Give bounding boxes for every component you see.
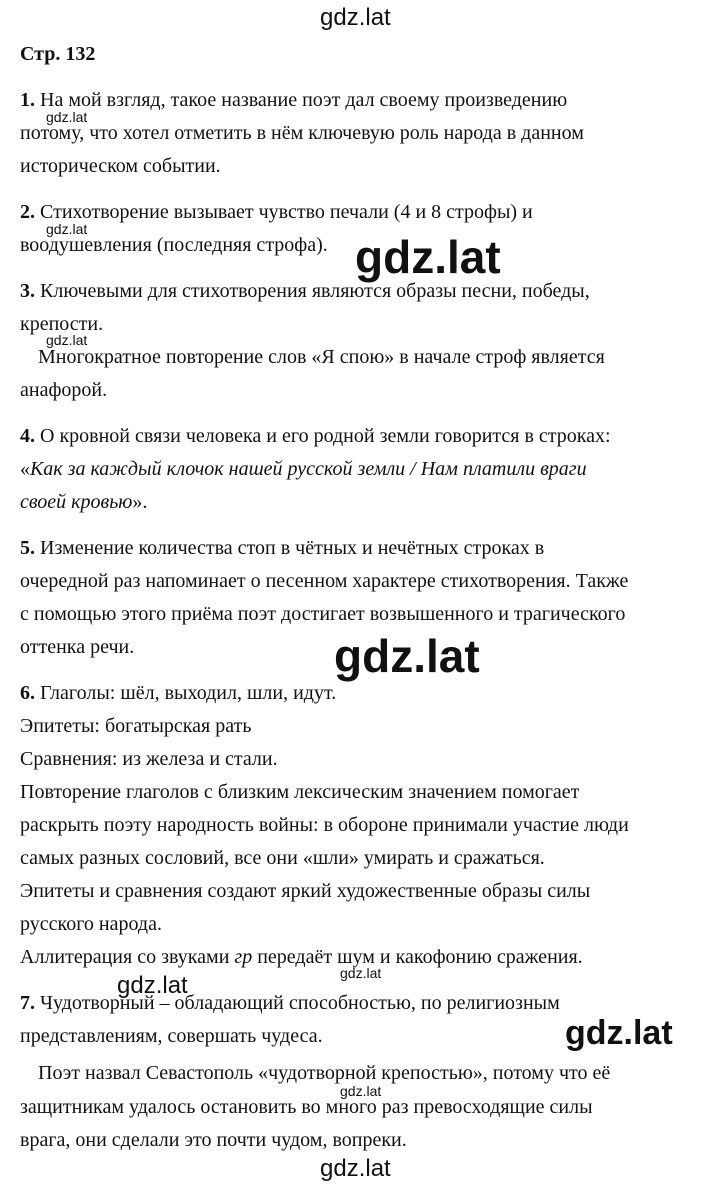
item-7-number: 7. bbox=[20, 992, 35, 1014]
item-3-line-1 bbox=[20, 281, 590, 301]
item-4-quote-line-2 bbox=[20, 492, 147, 512]
item-6-line-8: русского народа. bbox=[20, 913, 162, 935]
item-6-line-4: Повторение глаголов с близким лексическим значением помогает bbox=[20, 781, 580, 803]
item-5-line-3: с помощью этого приёма поэт достигает возвышенного и трагического bbox=[20, 603, 626, 625]
item-3-line-3: Многократное повторение слов «Я спою» в начале строф является bbox=[38, 346, 605, 368]
item-2-text-1: Стихотворение вызывает чувство печали (4 и 8 строфы) и bbox=[40, 201, 533, 223]
item-6-line-3: Сравнения: из железа и стали. bbox=[20, 748, 278, 770]
watermark-small-5: gdz.lat bbox=[340, 1083, 382, 1099]
item-4-number: 4. bbox=[20, 425, 35, 447]
item-5-line-4: оттенка речи. bbox=[20, 636, 135, 658]
watermark-top: gdz.lat bbox=[320, 4, 391, 31]
item-7-text-1: Чудотворный – обладающий способностью, по религиозным bbox=[40, 992, 560, 1014]
watermark-large-1: gdz.lat bbox=[355, 231, 501, 283]
item-7-line-1 bbox=[20, 993, 560, 1013]
watermark-small-2: gdz.lat bbox=[46, 221, 88, 237]
item-6-text-1: Глаголы: шёл, выходил, шли, идут. bbox=[40, 682, 337, 704]
watermark-small-1: gdz.lat bbox=[46, 109, 88, 125]
item-3-text-1: Ключевыми для стихотворения являются образы песни, победы, bbox=[40, 280, 590, 302]
page-label: Стр. 132 bbox=[20, 43, 96, 65]
item-1-number: 1. bbox=[20, 89, 35, 111]
item-1-text-1: На мой взгляд, такое название поэт дал своему произведению bbox=[40, 89, 568, 111]
quote-close: ». bbox=[132, 491, 148, 513]
watermark-medium-1: gdz.lat bbox=[117, 972, 188, 999]
item-7-line-2: представлениям, совершать чудеса. bbox=[20, 1025, 323, 1047]
item-5-line-2: очередной раз напоминает о песенном характере стихотворения. Также bbox=[20, 570, 629, 592]
item-7-line-4: защитникам удалось остановить во много раз превосходящие силы bbox=[20, 1096, 593, 1118]
watermark-large-2: gdz.lat bbox=[334, 630, 480, 682]
quote-text-1: Как за каждый клочок нашей русской земли / Нам платили враги bbox=[30, 458, 587, 480]
item-2-line-2: воодушевления (последняя строфа). bbox=[20, 234, 328, 256]
item-2-line-1 bbox=[20, 202, 533, 222]
watermark-medium-bold: gdz.lat bbox=[565, 1014, 673, 1052]
item-6-line-7: Эпитеты и сравнения создают яркий художественные образы силы bbox=[20, 880, 591, 902]
item-2-number: 2. bbox=[20, 201, 35, 223]
alliteration-post: передаёт шум и какофонию сражения. bbox=[252, 946, 583, 968]
quote-text-2: своей кровью bbox=[20, 491, 133, 513]
watermark-small-3: gdz.lat bbox=[46, 332, 88, 348]
item-1-line-2: потому, что хотел отметить в нём ключевую роль народа в данном bbox=[20, 122, 584, 144]
item-6-line-9 bbox=[20, 947, 583, 967]
item-3-number: 3. bbox=[20, 280, 35, 302]
item-4-line-1 bbox=[20, 426, 611, 446]
alliteration-sound: гр bbox=[234, 946, 253, 968]
item-6-line-1 bbox=[20, 683, 336, 703]
alliteration-pre: Аллитерация со звуками bbox=[20, 946, 235, 968]
item-5-text-1: Изменение количества стоп в чётных и нечётных строках в bbox=[40, 537, 545, 559]
watermark-bottom: gdz.lat bbox=[320, 1155, 391, 1182]
item-3-line-4: анафорой. bbox=[20, 379, 108, 401]
item-6-line-6: самых разных сословий, все они «шли» умирать и сражаться. bbox=[20, 847, 545, 869]
item-5-number: 5. bbox=[20, 537, 35, 559]
quote-open: « bbox=[20, 458, 30, 480]
item-1-line-1 bbox=[20, 90, 567, 110]
item-3-line-2: крепости. bbox=[20, 313, 104, 335]
item-7-line-5: врага, они сделали это почти чудом, вопреки. bbox=[20, 1129, 407, 1151]
item-6-line-2: Эпитеты: богатырская рать bbox=[20, 715, 252, 737]
item-4-quote-line-1 bbox=[20, 459, 587, 479]
item-5-line-1 bbox=[20, 538, 544, 558]
watermark-small-4: gdz.lat bbox=[340, 965, 382, 981]
item-7-line-3: Поэт назвал Севастополь «чудотворной крепостью», потому что её bbox=[38, 1062, 611, 1084]
item-6-number: 6. bbox=[20, 682, 35, 704]
item-4-text-1: О кровной связи человека и его родной земли говорится в строках: bbox=[40, 425, 611, 447]
item-1-line-3: историческом событии. bbox=[20, 155, 221, 177]
item-6-line-5: раскрыть поэту народность войны: в обороне принимали участие люди bbox=[20, 814, 629, 836]
